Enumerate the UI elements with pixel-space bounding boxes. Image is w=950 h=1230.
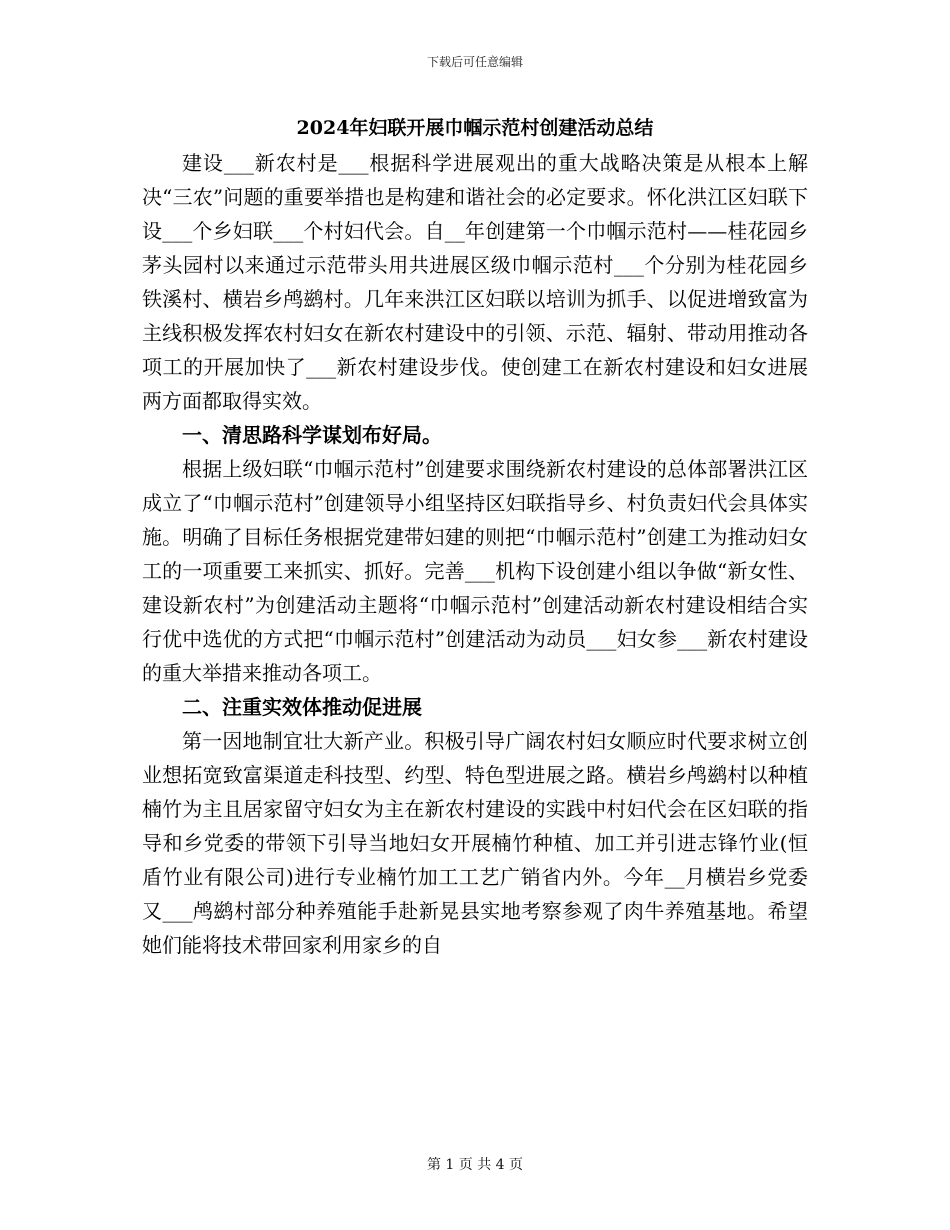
intro-paragraph: 建设___新农村是___根据科学进展观出的重大战略决策是从根本上解决“三农”问题的重要举措也是构建和谐社会的必定要求。怀化洪江区妇联下设___个乡妇联___个村妇代会。自__年创建第一个巾帼示范村——桂花园乡茅头园村以来通过示范带头用共进展区级巾帼示范村___个分别为桂花园乡铁溪村、横岩乡鸬鹚村。几年来洪江区妇联以培训为抓手、以促进增致富为主线积极发挥农村妇女在新农村建设中的引领、示范、辐射、带动用推动各项工的开展加快了___新农村建设步伐。使创建工在新农村建设和妇女进展两方面都取得实效。 [142, 151, 808, 413]
document-title: 2024年妇联开展巾帼示范村创建活动总结 [296, 117, 654, 139]
section-2-heading: 二、注重实效体推动促进展 [182, 695, 422, 719]
section-1-paragraph: 根据上级妇联“巾帼示范村”创建要求围绕新农村建设的总体部署洪江区成立了“巾帼示范村”创建领导小组坚持区妇联指导乡、村负责妇代会具体实施。明确了目标任务根据党建带妇建的则把“巾帼示范村”创建工为推动妇女工的一项重要工来抓实、抓好。完善___机构下设创建小组以争做“新女性、建设新农村”为创建活动主题将“巾帼示范村”创建活动新农村建设相结合实行优中选优的方式把“巾帼示范村”创建活动为动员___妇女参___新农村建设的重大举措来推动各项工。 [142, 457, 808, 685]
document-body [142, 146, 808, 962]
section-2-paragraph: 第一因地制宜壮大新产业。积极引导广阔农村妇女顺应时代要求树立创业想拓宽致富渠道走科技型、约型、特色型进展之路。横岩乡鸬鹚村以种植楠竹为主且居家留守妇女为主在新农村建设的实践中村妇代会在区妇联的指导和乡党委的带领下引导当地妇女开展楠竹种植、加工并引进志锋竹业(恒盾竹业有限公司)进行专业楠竹加工工艺广销省内外。今年__月横岩乡党委又___鸬鹚村部分种养殖能手赴新晃县实地考察参观了肉牛养殖基地。希望她们能将技术带回家利用家乡的自 [142, 729, 808, 957]
page-header: 下载后可任意编辑 [426, 55, 523, 69]
page-footer: 第 1 页 共 4 页 [426, 1157, 524, 1173]
section-1-heading: 一、清思路科学谋划布好局。 [182, 423, 442, 447]
